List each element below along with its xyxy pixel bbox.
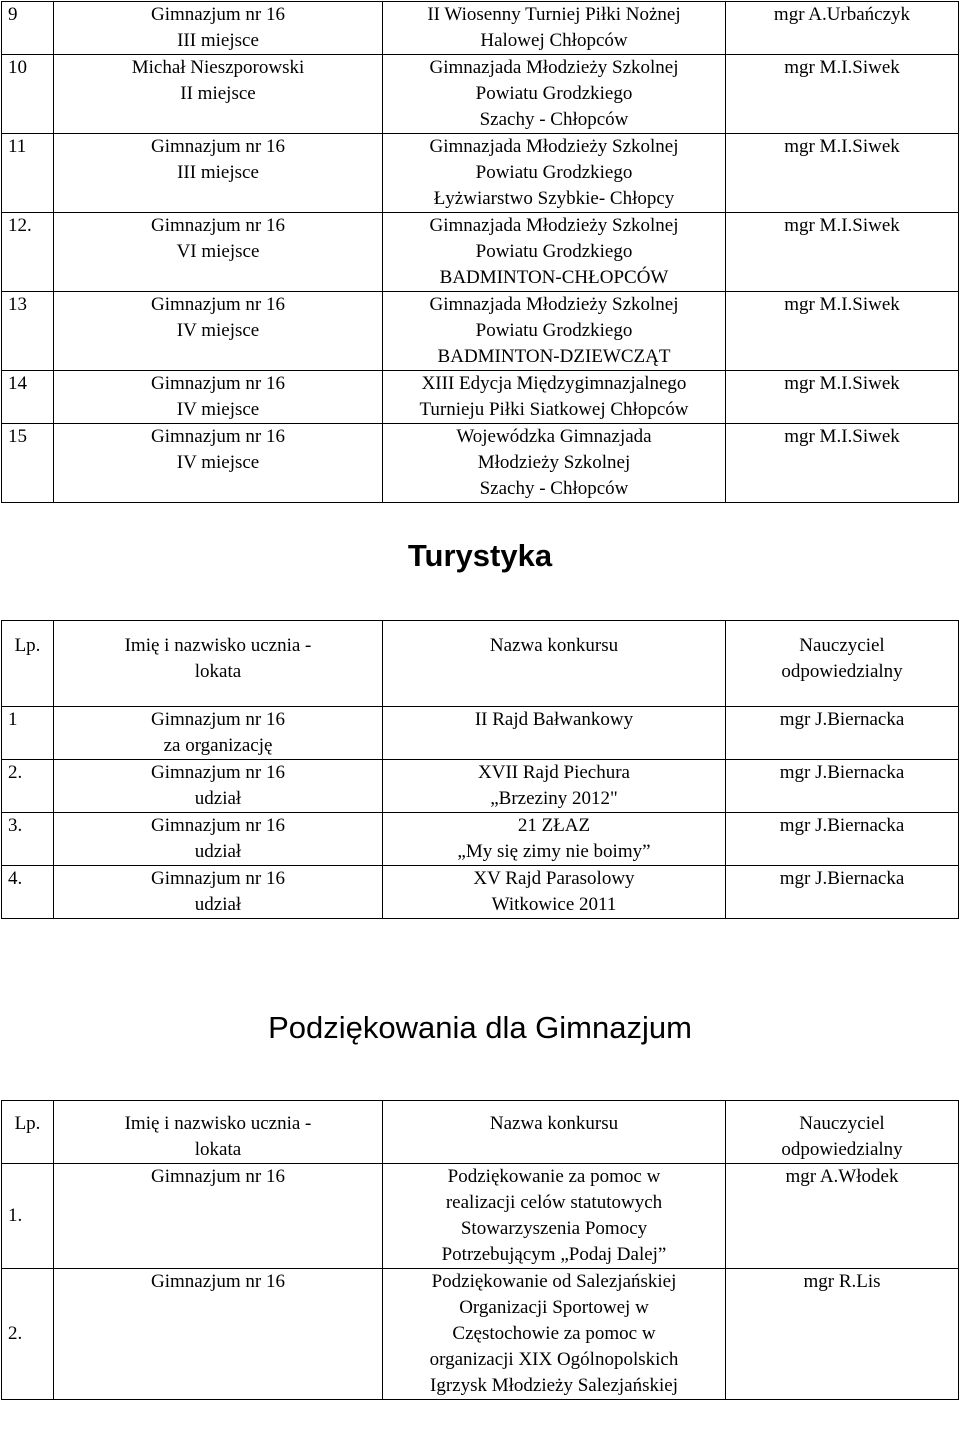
student-cell (54, 813, 383, 866)
header-student (54, 1101, 383, 1164)
contest-line: Podziękowanie od Salezjańskiej (431, 1271, 677, 1292)
student-cell (54, 707, 383, 760)
contest-line: organizacji XIX Ogólnopolskich (429, 1349, 679, 1370)
contest-line: Młodzieży Szkolnej (477, 452, 631, 473)
contest-cell (383, 371, 726, 424)
contest-cell (383, 292, 726, 371)
row-number: 2. (2, 760, 54, 813)
contest-cell (383, 707, 726, 760)
header-teacher-line1: Nauczyciel (799, 1113, 885, 1134)
teacher-cell: mgr J.Biernacka (726, 813, 959, 866)
header-lp: Lp. (2, 1101, 54, 1164)
contest-line: Powiatu Grodzkiego (475, 320, 633, 341)
school-name: Gimnazjum nr 16 (150, 815, 286, 836)
table-row (2, 292, 959, 371)
competition-table-continued (1, 1, 959, 503)
competition-table-body (2, 2, 959, 503)
header-teacher (726, 1101, 959, 1164)
contest-cell (383, 866, 726, 919)
table-row (2, 707, 959, 760)
header-student-line1: Imię i nazwisko ucznia - (124, 635, 312, 656)
participation-text: udział (194, 894, 242, 915)
thanks-table-body (2, 1164, 959, 1400)
school-name: Gimnazjum nr 16 (54, 1164, 383, 1269)
contest-line: Powiatu Grodzkiego (475, 162, 633, 183)
school-name: Gimnazjum nr 16 (150, 426, 286, 447)
teacher-cell: mgr M.I.Siwek (726, 371, 959, 424)
contest-line: Łyżwiarstwo Szybkie- Chłopcy (433, 188, 675, 209)
contest-line: Stowarzyszenia Pomocy (460, 1218, 648, 1239)
table-row (2, 55, 959, 134)
header-teacher (726, 621, 959, 707)
contest-cell (383, 2, 726, 55)
contest-line: „My się zimy nie boimy” (457, 841, 651, 862)
header-contest: Nazwa konkursu (383, 1101, 726, 1164)
row-number: 11 (2, 134, 54, 213)
table-row (2, 371, 959, 424)
school-name: Gimnazjum nr 16 (150, 709, 286, 730)
header-teacher-line2: odpowiedzialny (781, 661, 903, 682)
teacher-cell: mgr A.Urbańczyk (726, 2, 959, 55)
teacher-cell: mgr M.I.Siwek (726, 424, 959, 503)
contest-line: Halowej Chłopców (480, 30, 628, 51)
student-cell (54, 866, 383, 919)
contest-line: Potrzebującym „Podaj Dalej” (441, 1244, 667, 1265)
row-number: 1 (2, 707, 54, 760)
row-number: 15 (2, 424, 54, 503)
participation-text: za organizację (163, 735, 273, 756)
contest-line: realizacji celów statutowych (445, 1192, 663, 1213)
school-name: Gimnazjum nr 16 (150, 762, 286, 783)
teacher-cell: mgr M.I.Siwek (726, 55, 959, 134)
contest-line: II Wiosenny Turniej Piłki Nożnej (427, 4, 681, 25)
contest-line: Częstochowie za pomoc w (452, 1323, 656, 1344)
contest-line: BADMINTON-CHŁOPCÓW (439, 267, 669, 288)
contest-line: Gimnazjada Młodzieży Szkolnej (429, 57, 679, 78)
student-cell (54, 424, 383, 503)
student-cell (54, 760, 383, 813)
school-name: Gimnazjum nr 16 (150, 294, 286, 315)
place-text: VI miejsce (176, 241, 260, 262)
place-text: IV miejsce (176, 320, 260, 341)
row-number: 12. (2, 213, 54, 292)
place-text: II miejsce (180, 83, 256, 104)
tourism-table-body (2, 707, 959, 919)
contest-cell (383, 424, 726, 503)
thanks-table-header (2, 1101, 959, 1164)
contest-line: Witkowice 2011 (491, 894, 617, 915)
contest-cell (383, 760, 726, 813)
section-title-podziekowania: Podziękowania dla Gimnazjum (268, 1010, 692, 1045)
teacher-cell: mgr J.Biernacka (726, 707, 959, 760)
header-contest: Nazwa konkursu (383, 621, 726, 707)
school-name: Gimnazjum nr 16 (150, 868, 286, 889)
contest-cell (383, 813, 726, 866)
contest-line: Powiatu Grodzkiego (475, 241, 633, 262)
student-cell (54, 134, 383, 213)
school-name: Gimnazjum nr 16 (150, 4, 286, 25)
contest-line: Gimnazjada Młodzieży Szkolnej (429, 136, 679, 157)
contest-line: Powiatu Grodzkiego (475, 83, 633, 104)
teacher-cell: mgr M.I.Siwek (726, 292, 959, 371)
school-name: Gimnazjum nr 16 (150, 215, 286, 236)
table-row (2, 1164, 959, 1269)
contest-line: BADMINTON-DZIEWCZĄT (437, 346, 671, 367)
tourism-table-header (2, 621, 959, 707)
contest-line: 21 ZŁAZ (517, 815, 591, 836)
contest-cell (383, 1269, 726, 1400)
table-row (2, 424, 959, 503)
participation-text: udział (194, 841, 242, 862)
table-row (2, 813, 959, 866)
header-lp: Lp. (2, 621, 54, 707)
school-name: Michał Nieszporowski (131, 57, 305, 78)
contest-line: Szachy - Chłopców (479, 478, 629, 499)
contest-line: Igrzysk Młodzieży Salezjańskiej (430, 1375, 678, 1396)
teacher-cell: mgr J.Biernacka (726, 866, 959, 919)
contest-line: Turnieju Piłki Siatkowej Chłopców (419, 399, 689, 420)
header-teacher-line1: Nauczyciel (799, 635, 885, 656)
participation-text: udział (194, 788, 242, 809)
contest-line: Organizacji Sportowej w (459, 1297, 649, 1318)
table-row (2, 1269, 959, 1400)
place-text: III miejsce (177, 162, 259, 183)
row-number: 14 (2, 371, 54, 424)
section-title-turystyka: Turystyka (407, 538, 553, 573)
contest-line: Podziękowanie za pomoc w (447, 1166, 661, 1187)
school-name: Gimnazjum nr 16 (150, 136, 286, 157)
header-student-line2: lokata (194, 1139, 242, 1160)
teacher-cell: mgr R.Lis (726, 1269, 959, 1400)
row-number: 1. (2, 1164, 54, 1269)
contest-line: Gimnazjada Młodzieży Szkolnej (429, 215, 679, 236)
teacher-cell: mgr J.Biernacka (726, 760, 959, 813)
teacher-cell: mgr A.Włodek (726, 1164, 959, 1269)
row-number: 10 (2, 55, 54, 134)
table-row (2, 2, 959, 55)
contest-line: XVII Rajd Piechura (478, 762, 630, 783)
table-row (2, 866, 959, 919)
contest-line: Gimnazjada Młodzieży Szkolnej (429, 294, 679, 315)
teacher-cell: mgr M.I.Siwek (726, 134, 959, 213)
header-student (54, 621, 383, 707)
contest-line: II Rajd Bałwankowy (474, 709, 634, 730)
tourism-table (1, 620, 959, 919)
row-number: 13 (2, 292, 54, 371)
contest-cell (383, 134, 726, 213)
place-text: IV miejsce (176, 399, 260, 420)
contest-cell (383, 1164, 726, 1269)
table-row (2, 134, 959, 213)
row-number: 2. (2, 1269, 54, 1400)
student-cell (54, 213, 383, 292)
student-cell (54, 371, 383, 424)
student-cell (54, 55, 383, 134)
place-text: III miejsce (177, 30, 259, 51)
table-row (2, 760, 959, 813)
student-cell (54, 2, 383, 55)
header-teacher-line2: odpowiedzialny (781, 1139, 903, 1160)
header-student-line2: lokata (194, 661, 242, 682)
contest-line: Szachy - Chłopców (479, 109, 629, 130)
school-name: Gimnazjum nr 16 (150, 373, 286, 394)
teacher-cell: mgr M.I.Siwek (726, 213, 959, 292)
place-text: IV miejsce (176, 452, 260, 473)
contest-line: XIII Edycja Międzygimnazjalnego (421, 373, 687, 394)
school-name: Gimnazjum nr 16 (54, 1269, 383, 1400)
header-student-line1: Imię i nazwisko ucznia - (124, 1113, 312, 1134)
student-cell (54, 292, 383, 371)
row-number: 3. (2, 813, 54, 866)
contest-line: Wojewódzka Gimnazjada (456, 426, 652, 447)
contest-line: „Brzeziny 2012" (490, 788, 618, 809)
row-number: 4. (2, 866, 54, 919)
row-number: 9 (2, 2, 54, 55)
table-row (2, 213, 959, 292)
contest-cell (383, 213, 726, 292)
thanks-table (1, 1100, 959, 1400)
contest-line: XV Rajd Parasolowy (473, 868, 635, 889)
contest-cell (383, 55, 726, 134)
